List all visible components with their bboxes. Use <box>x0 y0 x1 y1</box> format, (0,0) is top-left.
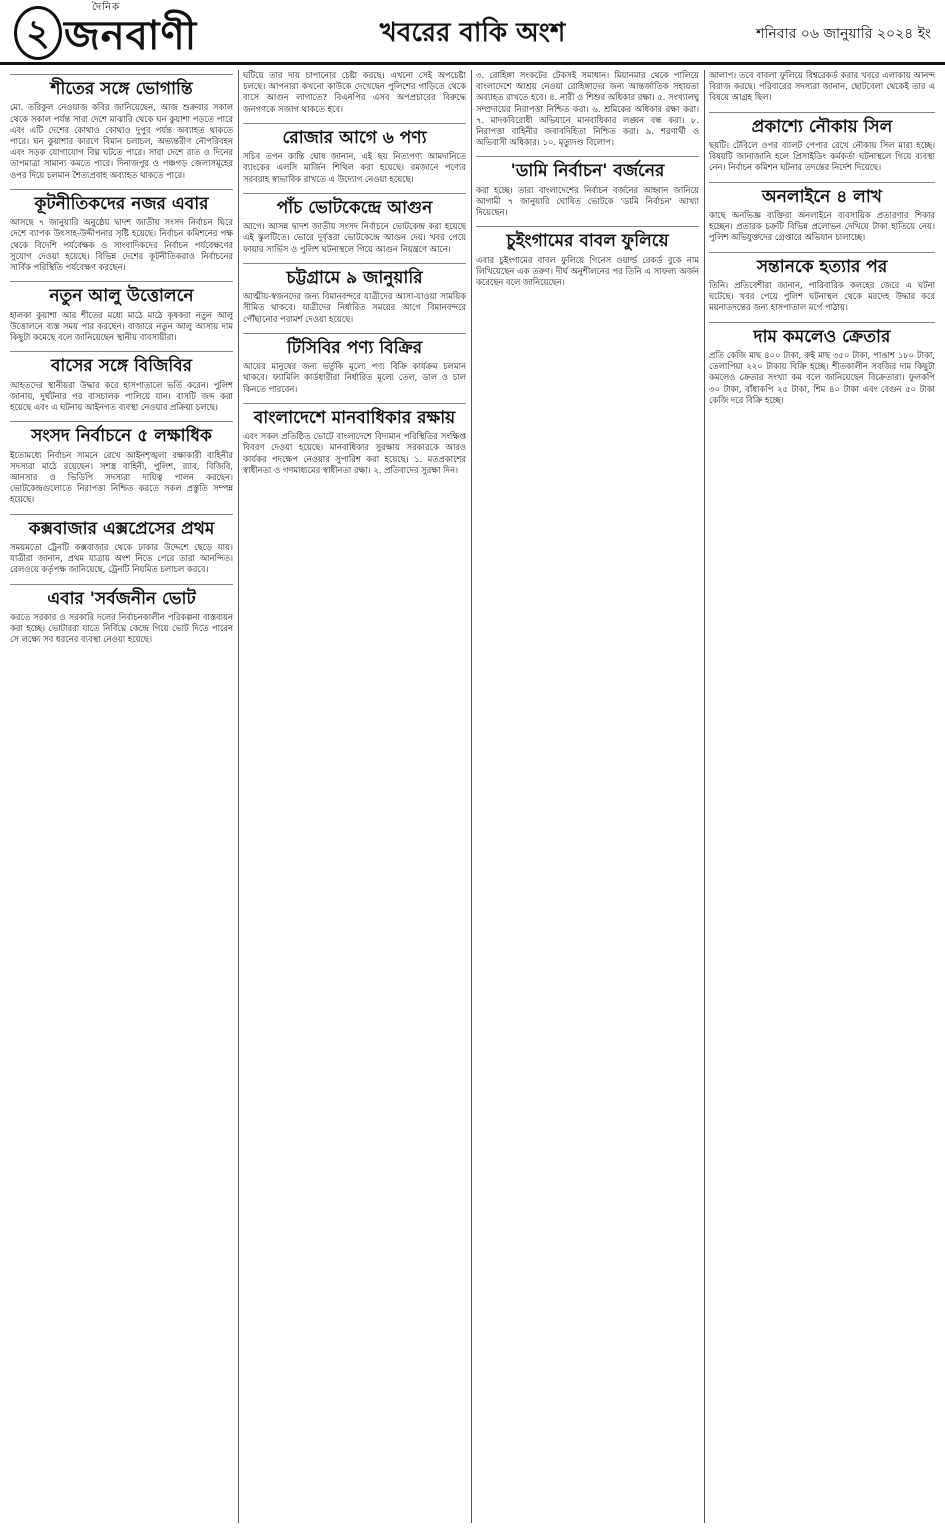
brand-prefix: দৈনিক <box>92 2 121 13</box>
news-story <box>10 351 233 413</box>
story-body: করা হচ্ছে। তারা বাংলাদেশের নির্বাচন বর্জনের আহ্বান জানিয়ে আগামী ৭ জানুয়ারি ঘোষিত ভোটকে 'ডামি নির্বাচন' আখ্যা দিয়েছেন। <box>476 184 699 218</box>
story-headline: শীতের সঙ্গে ভোগান্তি <box>10 74 233 99</box>
story-headline: রোজার আগে ৬ পণ্য <box>243 123 466 148</box>
news-story <box>10 189 233 273</box>
news-story <box>709 182 935 244</box>
news-story <box>10 514 233 576</box>
news-story <box>10 281 233 343</box>
column-4 <box>709 70 935 1523</box>
news-story <box>709 70 935 104</box>
news-story <box>243 70 466 115</box>
story-body: সময়মতো ট্রেনটি কক্সবাজার থেকে ঢাকার উদ্দেশে ছেড়ে যায়। যাত্রীরা জানান, প্রথম যাত্রায় অংশ নিতে পেরে তারা আনন্দিত। রেলওয়ে কর্তৃপক্ষ জানিয়েছে, ট্রেনটি নিয়মিত চলাচল করবে। <box>10 542 233 575</box>
news-story <box>10 584 233 646</box>
story-body: এবং সকল প্রতিষ্ঠিত ভোটে বাংলাদেশে বিদ্যমান পরিস্থিতির সংক্ষিপ্ত বিবরণ দেওয়া হয়েছে। মানবাধিকার সুরক্ষায় সরকারকে আরও কার্যকর পদক্ষেপ নেওয়ার সুপারিশ করা হয়েছে। ১. মতপ্রকাশের স্বাধীনতা ও গণমাধ্যমের স্বাধীনতা রক্ষা। ২. প্রতিবাদের সুরক্ষা দিন। <box>243 431 466 475</box>
column-1 <box>10 70 233 1523</box>
story-headline: পাঁচ ভোটকেন্দ্রে আগুন <box>243 193 466 218</box>
column-2 <box>243 70 466 1523</box>
story-body: আসছে ৭ জানুয়ারি অনুষ্ঠেয় দ্বাদশ জাতীয় সংসদ নির্বাচন ঘিরে দেশে ব্যাপক উৎসাহ-উদ্দীপনার সৃষ্টি হয়েছে। নির্বাচন কমিশনের পক্ষ থেকে বিদেশি পর্যবেক্ষক ও সাংবাদিকদের নির্বাচন পর্যবেক্ষণের সুযোগ দেওয়া হয়েছে। বিভিন্ন দেশের কূটনীতিকরাও নির্বাচনের সার্বিক পরিস্থিতি পর্যবেক্ষণ করছেন। <box>10 217 233 273</box>
story-body: কাছে অনভিজ্ঞ ব্যক্তিরা অনলাইনে ব্যবসায়িক প্রতারণার শিকার হচ্ছেন। প্রতারক চক্রটি বিভিন্ন প্রলোভন দেখিয়ে টাকা হাতিয়ে নেয়। পুলিশ অভিযুক্তদের গ্রেপ্তারে অভিযান চালাচ্ছে। <box>709 210 935 243</box>
news-story <box>709 112 935 174</box>
column-divider <box>238 70 239 1523</box>
story-headline: টিসিবির পণ্য বিক্রির <box>243 333 466 358</box>
story-body: আয়ের মানুষের জন্য ভর্তুকি মূল্যে পণ্য বিক্রি কার্যক্রম চলমান থাকবে। ফ্যামিলি কার্ডধারীরা নির্ধারিত মূল্যে তেল, ডাল ও চাল কিনতে পারবেন। <box>243 361 466 394</box>
story-headline: অনলাইনে ৪ লাখ <box>709 182 935 207</box>
news-story <box>243 193 466 255</box>
news-story <box>10 74 233 181</box>
story-body: সচিব তপন কান্তি ঘোষ জানান, এই ছয় নিত্যপণ্য আমদানিতে ব্যাংকের এলসি মার্জিন শিথিল করা হয়েছে। রমজানে পণ্যের সরবরাহ স্বাভাবিক রাখতে এ উদ্যোগ নেওয়া হয়েছে। <box>243 151 466 184</box>
news-story <box>476 156 699 218</box>
story-headline: দাম কমলেও ক্রেতার <box>709 322 935 347</box>
story-body: ৩. রোহিঙ্গা সংকটের টেকসই সমাধান। মিয়ানমার থেকে পালিয়ে বাংলাদেশে আশ্রয় নেওয়া রোহিঙ্গাদের জন্য আন্তর্জাতিক সহায়তা অব্যাহত রাখতে হবে। ৪. নারী ও শিশুর অধিকার রক্ষা। ৫. সংখ্যালঘু সম্প্রদায়ের নিরাপত্তা নিশ্চিত করা। ৬. শ্রমিকের অধিকার রক্ষা করা। ৭. মাদকবিরোধী অভিযানে মানবাধিকার লঙ্ঘন বন্ধ করা। ৮. নিরাপত্তা বাহিনীর জবাবদিহিতা নিশ্চিত করা। ৯. শরণার্থী ও অভিবাসী অধিকার। ১০. মৃত্যুদণ্ড বিলোপ। <box>476 70 699 148</box>
issue-date: শনিবার ০৬ জানুয়ারি ২০২৪ ইং <box>756 26 931 42</box>
story-body: তিনি। প্রতিবেশীরা জানান, পারিবারিক কলহের জেরে এ ঘটনা ঘটেছে। খবর পেয়ে পুলিশ ঘটনাস্থল থেকে মরদেহ উদ্ধার করে ময়নাতদন্তের জন্য হাসপাতাল মর্গে পাঠায়। <box>709 280 935 313</box>
page-number: ২ <box>14 6 62 60</box>
story-body: এবার চুইংগামের বাবল ফুলিয়ে গিনেস ওয়ার্ল্ড রেকর্ড বুকে নাম লিখিয়েছেন এক তরুণ। দীর্ঘ অনুশীলনের পর তিনি এ সাফল্য অর্জন করেছেন বলে জানিয়েছেন। <box>476 254 699 288</box>
story-body: করতে সরকার ও সরকারি দলের নির্বাচনকালীন পরিকল্পনা বাস্তবায়ন করা হচ্ছে। ভোটাররা যাতে নির্বিঘ্নে কেন্দ্রে গিয়ে ভোট দিতে পারেন সে লক্ষ্যে সব ধরনের ব্যবস্থা নেওয়া হয়েছে। <box>10 612 233 645</box>
story-body: আলাপ। তবে বাবলা ফুলিয়ে বিশ্বরেকর্ড করার খবরে এলাকায় আনন্দ বিরাজ করছে। পরিবারের সদস্যরা জানান, ছোটবেলা থেকেই তার এ বিষয়ে আগ্রহ ছিল। <box>709 70 935 103</box>
story-headline: বাসের সঙ্গে বিজিবির <box>10 351 233 376</box>
section-title: খবরের বাকি অংশ <box>379 18 566 48</box>
story-headline: কক্সবাজার এক্সপ্রেসের প্রথম <box>10 514 233 539</box>
story-body: ঘটিয়ে তার দায় চাপানোর চেষ্টা করছে। এখনো সেই অপচেষ্টা চলছে। আপনারা কখনো কাউকে দেখেছেন পুলিশের গাড়িতে থেকে বাসে আগুন লাগাতে? বিএনপির এসব অপপ্রচারের বিরুদ্ধে জনগণকে সজাগ থাকতে হবে। <box>243 70 466 114</box>
story-headline: চুইংগামের বাবল ফুলিয়ে <box>476 226 699 251</box>
news-story <box>476 226 699 288</box>
story-headline: বাংলাদেশে মানবাধিকার রক্ষায় <box>243 403 466 428</box>
news-story <box>243 263 466 325</box>
story-body: প্রতি কেজি মাছ ৪০০ টাকা, রুই মাছ ৩৫০ টাকা, পাঙাশ ১৮০ টাকা, তেলাপিয়া ২২০ টাকায় বিক্রি হচ্ছে। শীতকালীন সবজির দাম কিছুটা কমলেও ক্রেতার সংখ্যা কম বলে জানিয়েছেন বিক্রেতারা। ফুলকপি ৩০ টাকা, বাঁধাকপি ২৫ টাকা, শিম ৪০ টাকা এবং বেগুন ৫০ টাকা কেজি দরে বিক্রি হচ্ছে। <box>709 350 935 405</box>
story-body: আত্মীয়-স্বজনদের জন্য বিমানবন্দরে যাত্রীদের আসা-যাওয়া সাময়িক সীমিত থাকবে। যাত্রীদের নির্ধারিত সময়ের আগে বিমানবন্দরে পৌঁছানোর পরামর্শ দেওয়া হয়েছে। <box>243 291 466 324</box>
story-headline: নতুন আলু উত্তোলনে <box>10 281 233 306</box>
story-headline: এবার 'সর্বজনীন ভোট <box>10 584 233 609</box>
story-body: ইতোমধ্যে নির্বাচন সামনে রেখে আইনশৃঙ্খলা রক্ষাকারী বাহিনীর সদস্যরা মাঠে রয়েছেন। সশস্ত্র বাহিনী, পুলিশ, র‍্যাব, বিজিবি, আনসার ও ভিডিপি সদস্যরা দায়িত্ব পালন করছেন। ভোটকেন্দ্রগুলোতে নিরাপত্তা নিশ্চিত করতে সকল প্রস্তুতি সম্পন্ন হয়েছে। <box>10 449 233 505</box>
story-body: ছয়টি। টেবিলে ওপর ব্যালট পেপার রেখে নৌকায় সিল মারা হচ্ছে। বিষয়টি জানাজানি হলে প্রিসাইডিং কর্মকর্তা ঘটনাস্থলে গিয়ে ব্যবস্থা নেন। নির্বাচন কমিশন ঘটনার তদন্তের নির্দেশ দিয়েছে। <box>709 140 935 173</box>
story-headline: কূটনীতিকদের নজর এবার <box>10 189 233 214</box>
story-body: মো. তরিকুল নেওয়াজ কবির জানিয়েছেন, আজ শুক্রবার সকাল থেকে সকাল পর্যন্ত সারা দেশে মাঝারি থেকে ঘন কুয়াশা পড়তে পারে এবং এটি দেশের কোথাও কোথাও দুপুর পর্যন্ত অব্যাহত থাকতে পারে। ঘন কুয়াশার কারণে বিমান চলাচল, অভ্যন্তরীণ নৌপরিবহন এবং সড়ক যোগাযোগ বিঘ্ন ঘটতে পারে। সারা দেশে রাত ও দিনের তাপমাত্রা সামান্য কমতে পারে। দিনাজপুর ও পঞ্চগড় জেলাসমূহের ওপর দিয়ে চলমান শৈত্যপ্রবাহ অব্যাহত থাকতে পারে। <box>10 102 233 180</box>
news-story <box>243 403 466 476</box>
news-story <box>709 252 935 314</box>
story-headline: প্রকাশ্যে নৌকায় সিল <box>709 112 935 137</box>
column-divider <box>471 70 472 1523</box>
column-divider <box>704 70 705 1523</box>
story-headline: সংসদ নির্বাচনে ৫ লক্ষাধিক <box>10 421 233 446</box>
brand-name: জনবাণী <box>64 13 198 59</box>
story-body: আহতদের স্থানীয়রা উদ্ধার করে হাসপাতালে ভর্তি করেন। পুলিশ জানায়, দুর্ঘটনার পর বাসচালক পালিয়ে যান। বাসটি জব্দ করা হয়েছে এবং এ ঘটনায় আইনগত ব্যবস্থা নেওয়ার প্রক্রিয়া চলছে। <box>10 379 233 413</box>
news-story <box>243 123 466 185</box>
news-story <box>476 70 699 148</box>
news-story <box>709 322 935 406</box>
story-body: আগে। আসন্ন দ্বাদশ জাতীয় সংসদ নির্বাচনে ভোটকেন্দ্র করা হয়েছে এই স্কুলটিতে। ভোরে দুর্বৃত্তরা ভোটকেন্দ্রে আগুন দেয়। খবর পেয়ে ফায়ার সার্ভিস ও পুলিশ ঘটনাস্থলে গিয়ে আগুন নিয়ন্ত্রণে আনে। <box>243 221 466 254</box>
story-headline: সন্তানকে হত্যার পর <box>709 252 935 277</box>
news-story <box>10 421 233 505</box>
news-story <box>243 333 466 395</box>
masthead <box>0 0 945 65</box>
column-3 <box>476 70 699 1523</box>
story-headline: 'ডামি নির্বাচন' বর্জনের <box>476 156 699 181</box>
story-body: হালকা কুয়াশা আর শীতের মধ্যে মাঠে মাঠে কৃষকরা নতুন আলু উত্তোলনে ব্যস্ত সময় পার করছেন। বাজারে নতুন আলু আসায় দাম কিছুটা কমেছে বলে জানিয়েছেন স্থানীয় ব্যবসায়ীরা। <box>10 309 233 343</box>
story-headline: চট্টগ্রামে ৯ জানুয়ারি <box>243 263 466 288</box>
